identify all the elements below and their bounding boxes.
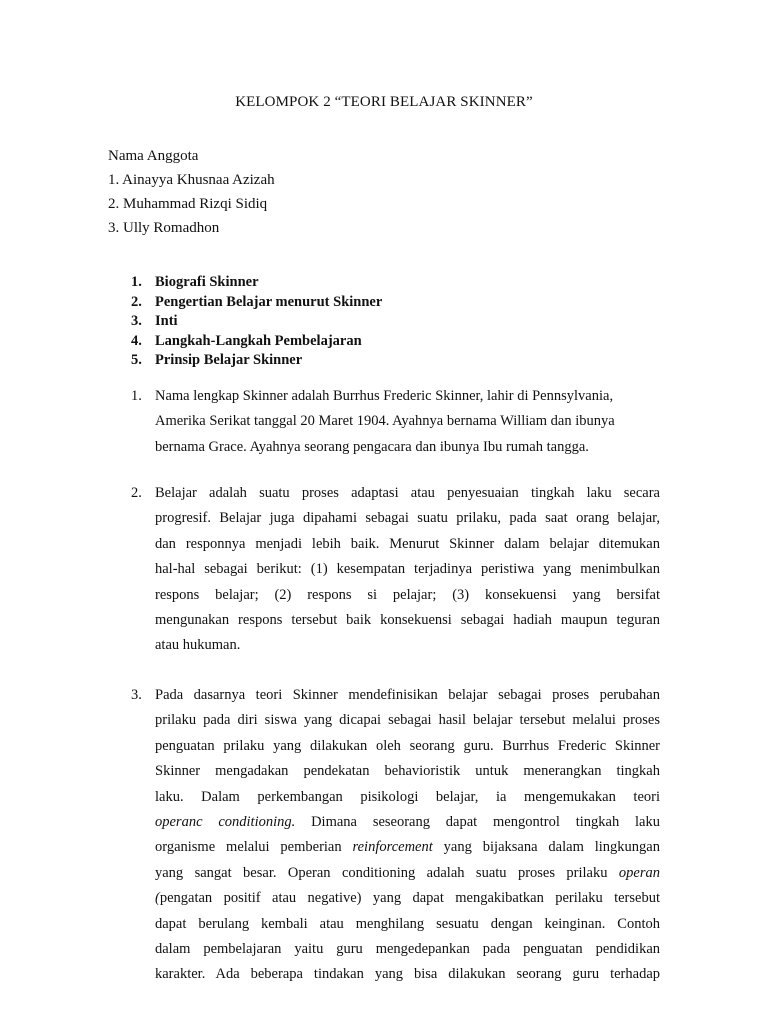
outline-item	[131, 312, 382, 332]
member-list	[108, 144, 275, 240]
text-line	[155, 810, 660, 835]
outline-number: 1.	[131, 274, 142, 290]
paragraph-text	[155, 683, 660, 988]
outline-number: 4.	[131, 332, 142, 349]
italic-term: (	[155, 890, 160, 907]
text-line: laku. Dalam perkembangan pisikologi belajar, ia mengemukakan teori	[155, 788, 660, 805]
member-item: 3. Ully Romadhon	[108, 220, 220, 236]
member-item: 2. Muhammad Rizqi Sidiq	[108, 196, 268, 212]
outline-number: 2.	[131, 293, 142, 310]
paragraph-text	[155, 481, 660, 659]
member-item: 1. Ainayya Khusnaa Azizah	[108, 172, 275, 188]
outline-number: 5.	[131, 352, 142, 368]
text-line: respons belajar; (2) respons si pelajar; (3) konsekuensi yang bersifat	[155, 586, 660, 603]
text-line: Nama lengkap Skinner adalah Burrhus Frederic Skinner, lahir di Pennsylvania,	[155, 388, 614, 404]
text-line: Amerika Serikat tanggal 20 Maret 1904. Ayahnya bernama William dan ibunya	[155, 413, 615, 430]
text-line: bernama Grace. Ayahnya seorang pengacara dan ibunya Ibu rumah tangga.	[155, 438, 589, 455]
outline-label: Biografi Skinner	[155, 274, 259, 290]
text-line: dalam pembelajaran yaitu guru mengedepankan pada penguatan pendidikan	[155, 940, 660, 957]
text-fragment: organisme melalui pemberian	[155, 839, 353, 856]
italic-term: operan	[618, 864, 660, 881]
text-line: penguatan prilaku yang dilakukan oleh seorang guru. Burrhus Frederic Skinner	[155, 737, 660, 754]
text-line	[155, 861, 660, 886]
italic-term: operanc conditioning.	[155, 813, 296, 830]
paragraph-number: 1.	[131, 388, 142, 404]
text-line	[155, 886, 660, 911]
outline-label: Langkah-Langkah Pembelajaran	[155, 332, 362, 349]
outline-item	[131, 332, 382, 352]
text-line: dan responnya menjadi lebih baik. Menurut Skinner dalam belajar ditemukan	[155, 535, 660, 552]
italic-term: reinforcement	[352, 839, 433, 856]
paragraph-text	[155, 384, 660, 460]
text-fragment: Dimana seseorang dapat mengontrol tingkah laku	[295, 813, 660, 830]
text-line: Belajar adalah suatu proses adaptasi atau penyesuaian tingkah laku secara	[155, 485, 660, 501]
text-line: hal-hal sebagai berikut: (1) kesempatan terjadinya peristiwa yang menimbulkan	[155, 561, 660, 578]
outline-item	[131, 351, 382, 371]
paragraph-number: 2.	[131, 485, 142, 501]
text-line: Skinner mengadakan pendekatan behavioristik untuk menerangkan tingkah	[155, 763, 660, 780]
text-line: progresif. Belajar juga dipahami sebagai suatu prilaku, pada saat orang belajar,	[155, 510, 660, 527]
outline-label: Prinsip Belajar Skinner	[155, 352, 303, 368]
topic-outline	[131, 273, 382, 371]
outline-item	[131, 273, 382, 293]
text-line: dapat berulang kembali atau menghilang sesuatu dengan keinginan. Contoh	[155, 915, 660, 932]
outline-number: 3.	[131, 313, 142, 329]
outline-item	[131, 293, 382, 313]
text-line: Pada dasarnya teori Skinner mendefinisikan belajar sebagai proses perubahan	[155, 687, 660, 703]
members-heading: Nama Anggota	[108, 148, 199, 164]
text-line	[155, 835, 660, 860]
document-title: KELOMPOK 2 “TEORI BELAJAR SKINNER”	[235, 94, 533, 110]
text-line: mengunakan respons tersebut baik konsekuensi sebagai hadiah maupun teguran	[155, 611, 660, 628]
text-line: atau hukuman.	[155, 637, 241, 654]
outline-label: Inti	[155, 313, 178, 329]
text-fragment: yang sangat besar. Operan conditioning adalah suatu proses prilaku	[155, 864, 619, 881]
text-line: prilaku pada diri siswa yang dicapai sebagai hasil belajar tersebut melalui proses	[155, 712, 660, 729]
text-fragment: yang bijaksana dalam lingkungan	[432, 839, 660, 856]
text-line: karakter. Ada beberapa tindakan yang bisa dilakukan seorang guru terhadap	[155, 966, 660, 983]
text-fragment: pengatan positif atau negative) yang dapat mengakibatkan perilaku tersebut	[159, 890, 660, 907]
paragraph-number: 3.	[131, 687, 142, 703]
outline-label: Pengertian Belajar menurut Skinner	[155, 293, 383, 310]
